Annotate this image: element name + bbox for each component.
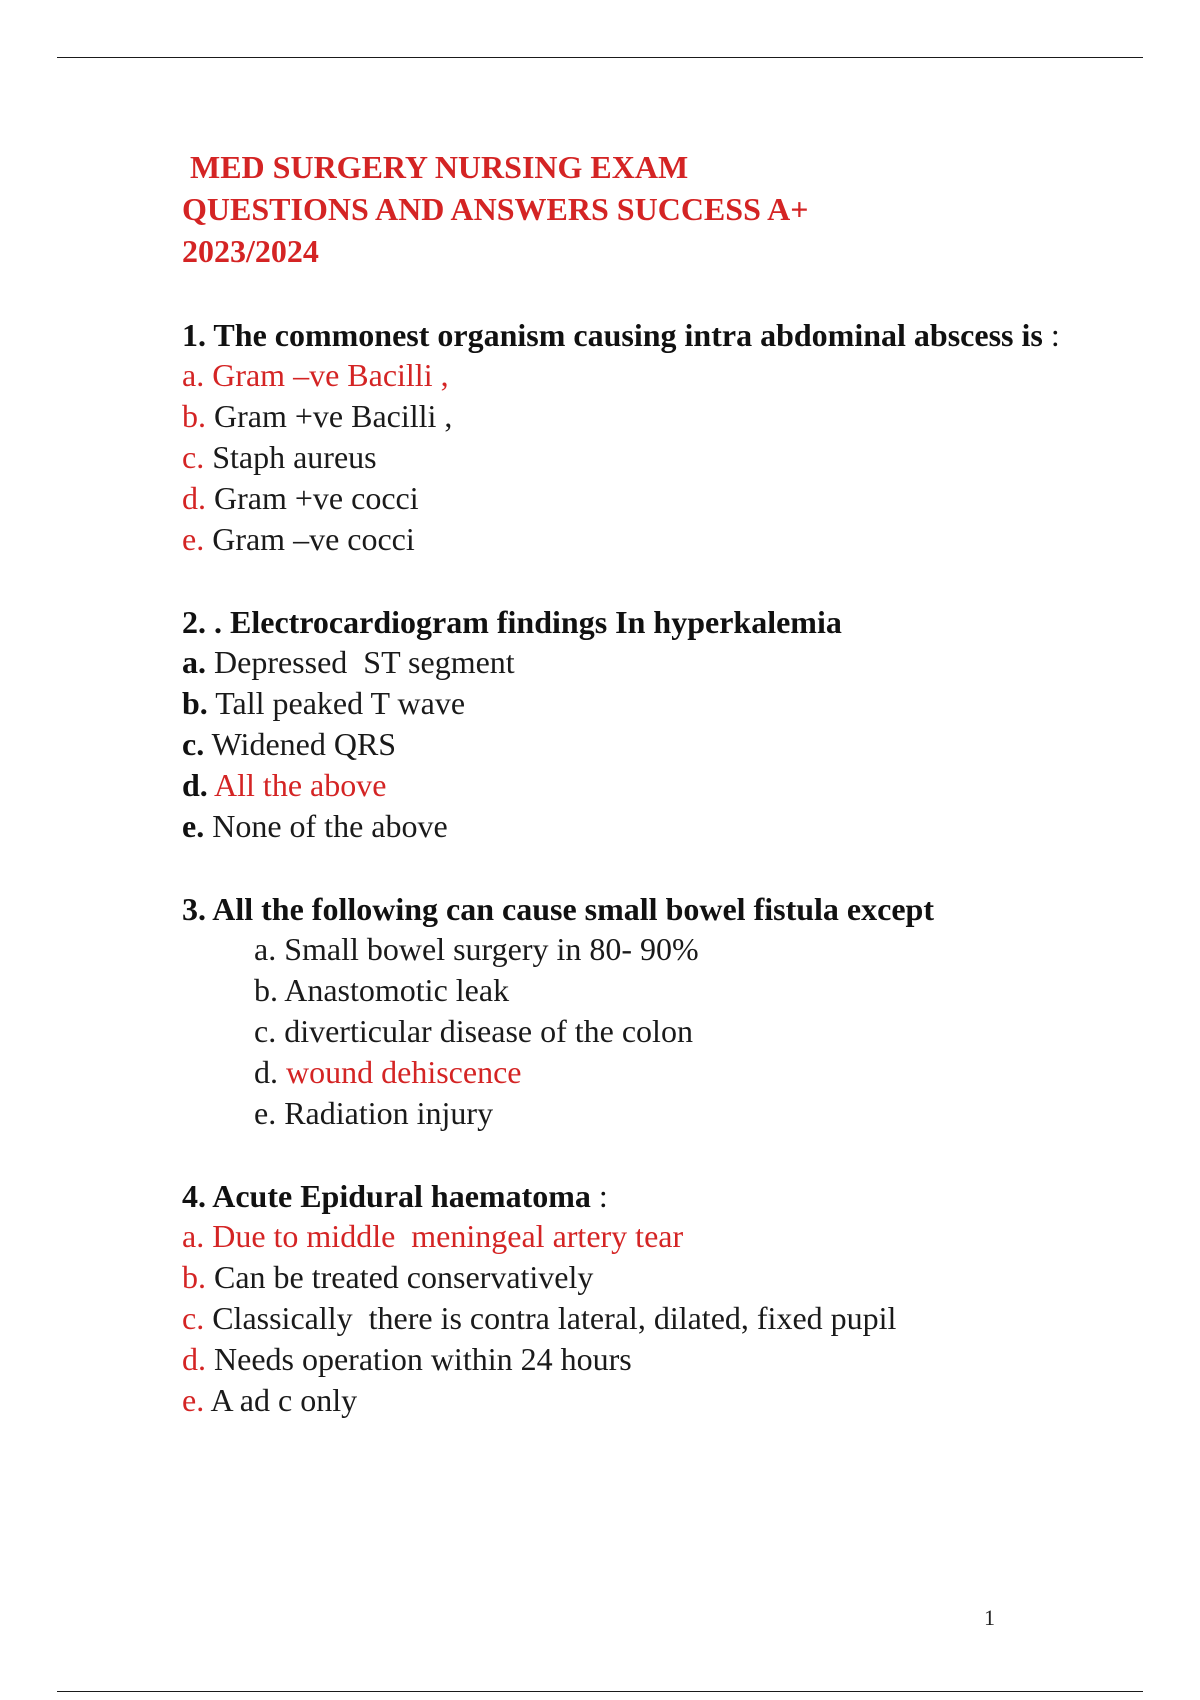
option-letter: a. bbox=[182, 644, 206, 680]
option-text: Tall peaked T wave bbox=[215, 685, 466, 721]
option-text: Radiation injury bbox=[284, 1095, 494, 1131]
option-text: diverticular disease of the colon bbox=[284, 1013, 693, 1049]
option-text: Needs operation within 24 hours bbox=[214, 1341, 632, 1377]
stem-suffix: : bbox=[1042, 317, 1060, 353]
document-body bbox=[182, 146, 1082, 1421]
option-text: Classically there is contra lateral, dilated, fixed pupil bbox=[212, 1300, 897, 1336]
title-line: QUESTIONS AND ANSWERS SUCCESS A+ bbox=[182, 191, 809, 227]
option-e bbox=[182, 1380, 1082, 1421]
option-b bbox=[182, 970, 1082, 1011]
option-c bbox=[182, 1011, 1082, 1052]
option-letter: c. bbox=[182, 726, 205, 762]
stem-text: 1. The commonest organism causing intra abdominal abscess is bbox=[182, 317, 1043, 353]
question-stem bbox=[182, 602, 1082, 642]
option-letter: a. bbox=[182, 1218, 205, 1254]
option-a bbox=[182, 642, 1082, 683]
option-letter: d. bbox=[182, 1341, 206, 1377]
option-a bbox=[182, 929, 1082, 970]
option-text: A ad c only bbox=[210, 1382, 358, 1418]
option-text: None of the above bbox=[212, 808, 448, 844]
document-title bbox=[182, 146, 1082, 272]
page-number: 1 bbox=[984, 1605, 995, 1630]
question-1 bbox=[182, 315, 1082, 560]
top-divider bbox=[57, 57, 1143, 58]
option-d bbox=[182, 478, 1082, 519]
option-d bbox=[182, 1339, 1082, 1380]
option-text: Can be treated conservatively bbox=[214, 1259, 594, 1295]
option-letter: d. bbox=[182, 767, 208, 803]
option-text: Anastomotic leak bbox=[284, 972, 510, 1008]
option-text: Gram –ve Bacilli , bbox=[212, 357, 449, 393]
question-stem bbox=[182, 315, 1082, 355]
option-letter: b. bbox=[182, 398, 206, 434]
option-text: Small bowel surgery in 80- 90% bbox=[284, 931, 699, 967]
option-letter: e. bbox=[182, 808, 205, 844]
option-b bbox=[182, 396, 1082, 437]
option-a bbox=[182, 355, 1082, 396]
option-e bbox=[182, 1093, 1082, 1134]
option-e bbox=[182, 519, 1082, 560]
option-d bbox=[182, 765, 1082, 806]
bottom-divider bbox=[57, 1691, 1143, 1692]
option-text: wound dehiscence bbox=[286, 1054, 522, 1090]
option-letter: c. bbox=[254, 1013, 277, 1049]
stem-text: 3. All the following can cause small bowel fistula except bbox=[182, 891, 934, 927]
option-letter: e. bbox=[182, 521, 205, 557]
question-stem bbox=[182, 1176, 1082, 1216]
question-2 bbox=[182, 602, 1082, 847]
title-line: MED SURGERY NURSING EXAM bbox=[190, 149, 689, 185]
option-text: Staph aureus bbox=[212, 439, 377, 475]
question-4 bbox=[182, 1176, 1082, 1421]
option-c bbox=[182, 724, 1082, 765]
option-a bbox=[182, 1216, 1082, 1257]
stem-suffix: : bbox=[590, 1178, 608, 1214]
option-c bbox=[182, 1298, 1082, 1339]
option-letter: a. bbox=[182, 357, 205, 393]
option-letter: b. bbox=[182, 1259, 206, 1295]
option-letter: d. bbox=[182, 480, 206, 516]
option-text: Depressed ST segment bbox=[214, 644, 515, 680]
stem-text: 2. . Electrocardiogram findings In hyperkalemia bbox=[182, 604, 842, 640]
option-letter: e. bbox=[254, 1095, 277, 1131]
option-letter: e. bbox=[182, 1382, 205, 1418]
option-letter: a. bbox=[254, 931, 277, 967]
option-letter: d. bbox=[254, 1054, 278, 1090]
option-text: Gram +ve cocci bbox=[214, 480, 419, 516]
option-c bbox=[182, 437, 1082, 478]
option-letter: b. bbox=[182, 685, 208, 721]
question-stem bbox=[182, 889, 1082, 929]
option-text: Gram –ve cocci bbox=[212, 521, 415, 557]
option-text: Gram +ve Bacilli , bbox=[214, 398, 453, 434]
option-b bbox=[182, 683, 1082, 724]
option-d bbox=[182, 1052, 1082, 1093]
option-letter: b. bbox=[254, 972, 278, 1008]
option-e bbox=[182, 806, 1082, 847]
option-text: All the above bbox=[214, 767, 387, 803]
option-letter: c. bbox=[182, 1300, 205, 1336]
option-letter: c. bbox=[182, 439, 205, 475]
option-b bbox=[182, 1257, 1082, 1298]
option-text: Due to middle meningeal artery tear bbox=[212, 1218, 684, 1254]
title-line: 2023/2024 bbox=[182, 233, 319, 269]
option-text: Widened QRS bbox=[211, 726, 397, 762]
question-3 bbox=[182, 889, 1082, 1134]
stem-text: 4. Acute Epidural haematoma bbox=[182, 1178, 591, 1214]
